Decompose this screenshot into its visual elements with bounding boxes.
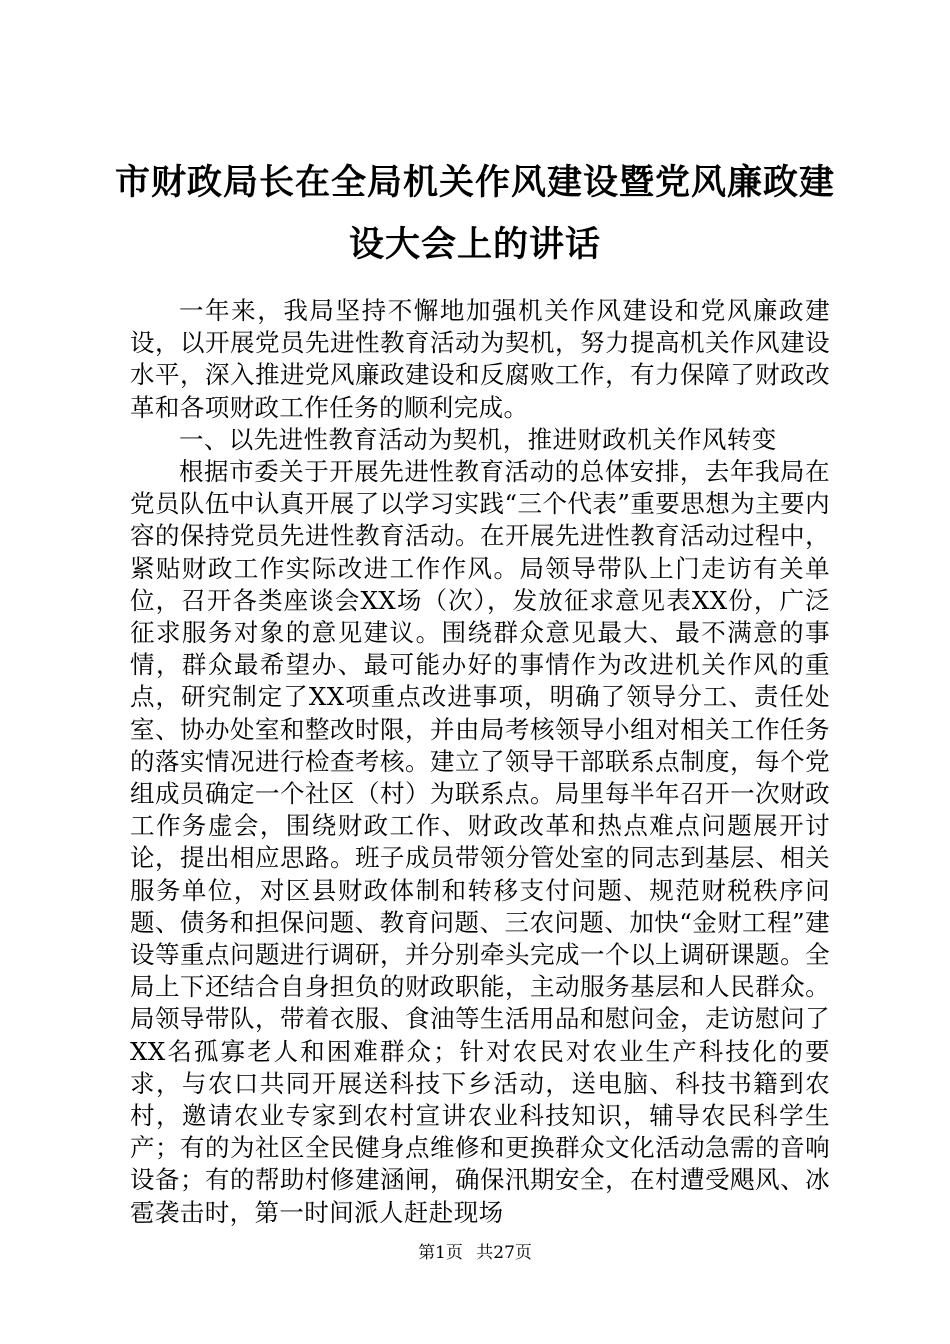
page-footer xyxy=(0,1242,950,1264)
document-body xyxy=(130,295,830,1229)
intro-paragraph: 一年来，我局坚持不懈地加强机关作风建设和党风廉政建设，以开展党员先进性教育活动为契机，努力提高机关作风建设水平，深入推进党风廉政建设和反腐败工作，有力保障了财政改革和各项财政工作任务的顺利完成。 xyxy=(130,296,830,422)
document-title: 市财政局长在全局机关作风建设暨党风廉政建设大会上的讲话 xyxy=(114,163,835,265)
page-total: 共27页 xyxy=(476,1243,532,1263)
body-paragraph: 根据市委关于开展先进性教育活动的总体安排，去年我局在党员队伍中认真开展了以学习实践“三个代表”重要思想为主要内容的保持党员先进性教育活动。在开展先进性教育活动过程中，紧贴财政工作实际改进工作作风。局领导带队上门走访有关单位，召开各类座谈会XX场（次），发放征求意见表XX份，广泛征求服务对象的意见建议。围绕群众意见最大、最不满意的事情，群众最希望办、最可能办好的事情作为改进机关作风的重点，研究制定了XX项重点改进事项，明确了领导分工、责任处室、协办处室和整改时限，并由局考核领导小组对相关工作任务的落实情况进行检查考核。建立了领导干部联系点制度，每个党组成员确定一个社区（村）为联系点。局里每半年召开一次财政工作务虚会，围绕财政工作、财政改革和热点难点问题展开讨论，提出相应思路。班子成员带领分管处室的同志到基层、相关服务单位，对区县财政体制和转移支付问题、规范财税秩序问题、债务和担保问题、教育问题、三农问题、加快“金财工程”建设等重点问题进行调研，并分别牵头完成一个以上调研课题。全局上下还结合自身担负的财政职能，主动服务基层和人民群众。局领导带队，带着衣服、食油等生活用品和慰问金，走访慰问了XX名孤寡老人和困难群众；针对农民对农业生产科技化的要求，与农口共同开展送科技下乡活动，送电脑、科技书籍到农村，邀请农业专家到农村宣讲农业科技知识，辅导农民科学生产；有的为社区全民健身点维修和更换群众文化活动急需的音响设备；有的帮助村修建涵闸，确保汛期安全，在村遭受飓风、冰雹袭击时，第一时间派人赶赴现场 xyxy=(130,457,830,1227)
page-number: 第1页 xyxy=(418,1243,463,1263)
section-heading: 一、以先进性教育活动为契机，推进财政机关作风转变 xyxy=(179,424,777,454)
